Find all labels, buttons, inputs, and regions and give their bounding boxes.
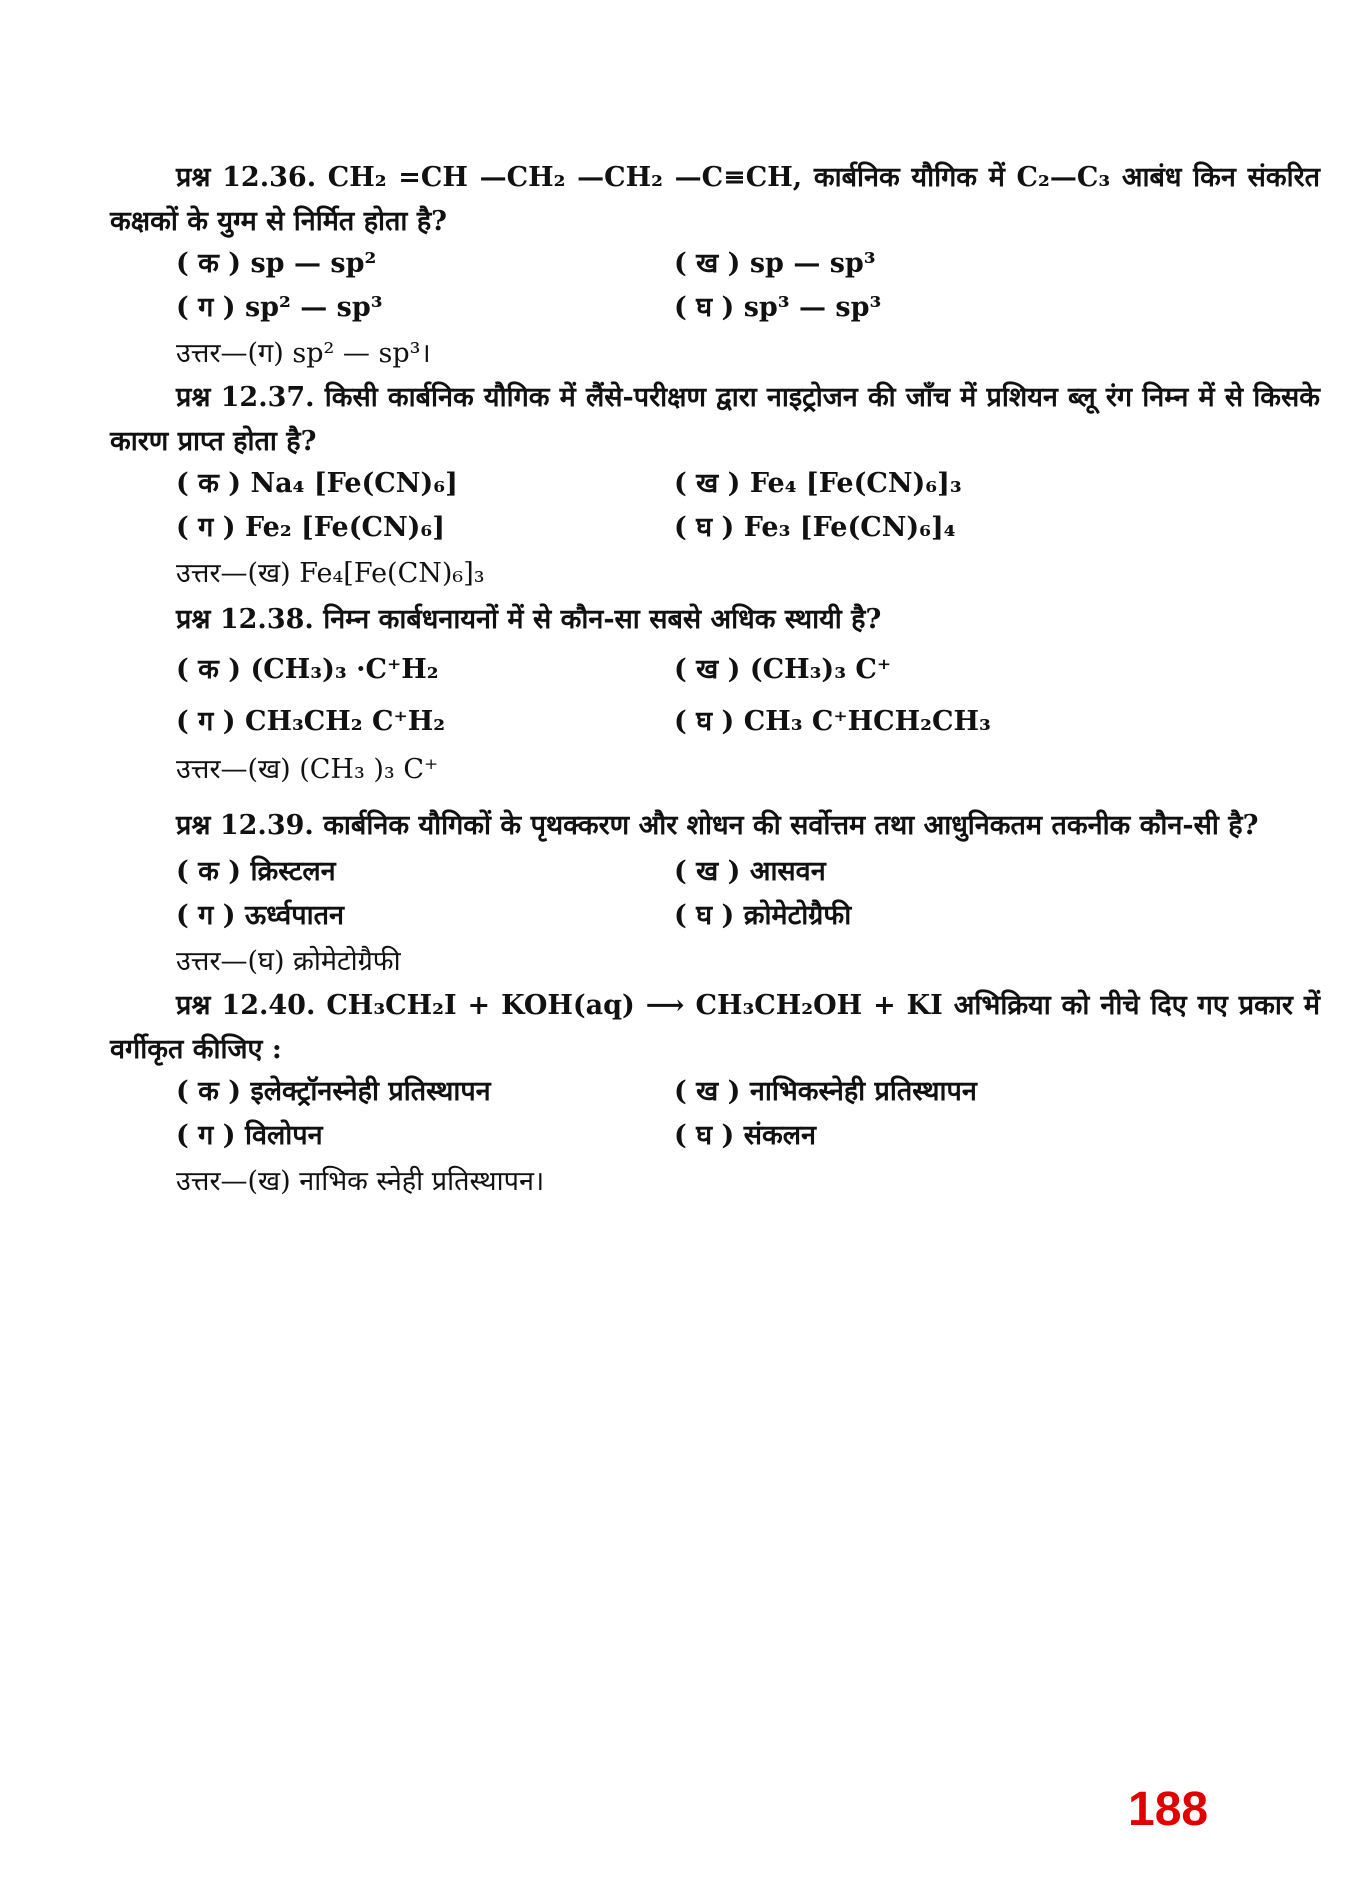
option-ga: ( ग ) CH₃CH₂ C⁺H₂ — [176, 706, 446, 737]
answer-12-36: उत्तर—(ग) sp² — sp³। — [176, 338, 431, 369]
question-12-38: प्रश्न 12.38. निम्न कार्बधनायनों में से कौन-सा सबसे अधिक स्थायी है? — [176, 604, 882, 635]
option-gha: ( घ ) संकलन — [674, 1120, 816, 1151]
option-ka: ( क ) इलेक्ट्रॉनस्नेही प्रतिस्थापन — [176, 1076, 491, 1107]
options-12-40 — [176, 1070, 1276, 1158]
option-ga: ( ग ) विलोपन — [176, 1120, 323, 1151]
option-kha: ( ख ) (CH₃)₃ C⁺ — [674, 654, 892, 685]
option-ka: ( क ) (CH₃)₃ ·C⁺H₂ — [176, 654, 439, 685]
option-gha: ( घ ) sp³ — sp³ — [674, 292, 882, 323]
option-ga: ( ग ) Fe₂ [Fe(CN)₆] — [176, 512, 446, 543]
option-gha: ( घ ) Fe₃ [Fe(CN)₆]₄ — [674, 512, 956, 543]
option-ga: ( ग ) ऊर्ध्वपातन — [176, 900, 345, 931]
option-gha: ( घ ) CH₃ C⁺HCH₂CH₃ — [674, 706, 991, 737]
options-12-38 — [176, 644, 1276, 748]
page-number: 188 — [1128, 1783, 1209, 1836]
answer-12-37: उत्तर—(ख) Fe₄[Fe(CN)₆]₃ — [176, 558, 485, 589]
option-kha: ( ख ) आसवन — [674, 856, 826, 887]
question-12-37: प्रश्न 12.37. किसी कार्बनिक यौगिक में लैंसे-परीक्षण द्वारा नाइट्रोजन की जाँच में प्रशियन ब्लू रंग निम्न में से किसके कारण प्राप्त होता है? — [110, 382, 1320, 457]
question-12-39: प्रश्न 12.39. कार्बनिक यौगिकों के पृथक्करण और शोधन की सर्वोत्तम तथा आधुनिकतम तकनीक कौन-सी है? — [176, 810, 1259, 841]
options-12-37 — [176, 462, 1276, 550]
option-kha: ( ख ) Fe₄ [Fe(CN)₆]₃ — [674, 468, 962, 499]
option-gha: ( घ ) क्रोमेटोग्रैफी — [674, 900, 852, 931]
option-ka: ( क ) क्रिस्टलन — [176, 856, 336, 887]
answer-12-39: उत्तर—(घ) क्रोमेटोग्रैफी — [176, 946, 401, 977]
option-ga: ( ग ) sp² — sp³ — [176, 292, 383, 323]
options-12-39 — [176, 850, 1276, 938]
option-kha: ( ख ) sp — sp³ — [674, 248, 876, 279]
option-ka: ( क ) Na₄ [Fe(CN)₆] — [176, 468, 458, 499]
option-ka: ( क ) sp — sp² — [176, 248, 377, 279]
option-kha: ( ख ) नाभिकस्नेही प्रतिस्थापन — [674, 1076, 977, 1107]
question-12-40: प्रश्न 12.40. CH₃CH₂I + KOH(aq) ⟶ CH₃CH₂OH + KI अभिक्रिया को नीचे दिए गए प्रकार में वर्गीकृत कीजिए : — [110, 990, 1320, 1065]
question-12-36: प्रश्न 12.36. CH₂ =CH —CH₂ —CH₂ —C≡CH, कार्बनिक यौगिक में C₂—C₃ आबंध किन संकरित कक्षकों के युग्म से निर्मित होता है? — [110, 162, 1320, 237]
answer-12-40: उत्तर—(ख) नाभिक स्नेही प्रतिस्थापन। — [176, 1166, 545, 1197]
options-12-36 — [176, 242, 1276, 330]
answer-12-38: उत्तर—(ख) (CH₃ )₃ C⁺ — [176, 754, 439, 785]
